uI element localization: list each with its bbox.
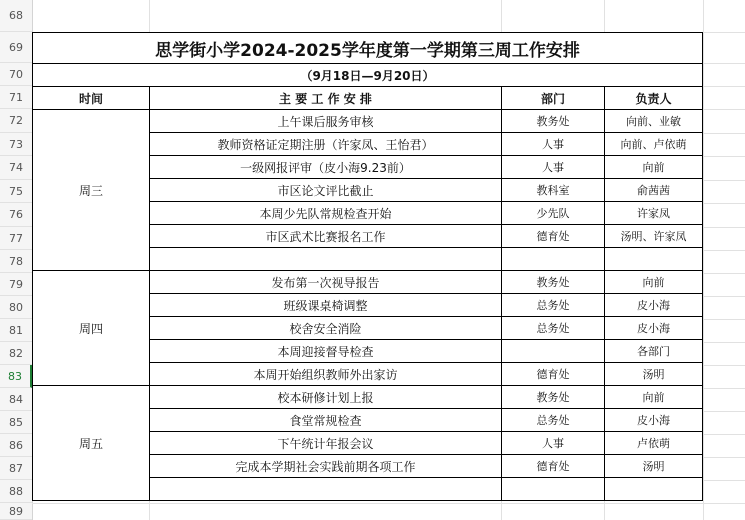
- owner-cell[interactable]: 皮小海: [605, 294, 703, 317]
- task-cell[interactable]: 本周开始组织教师外出家访: [150, 363, 502, 386]
- task-cell[interactable]: 上午课后服务审核: [150, 110, 502, 133]
- owner-cell[interactable]: 向前、卢依萌: [605, 133, 703, 156]
- owner-cell[interactable]: 皮小海: [605, 317, 703, 340]
- schedule-table: [32, 32, 703, 501]
- schedule-row: [33, 386, 703, 409]
- day-cell[interactable]: 周四: [33, 271, 150, 386]
- gridline: [32, 503, 745, 504]
- task-cell[interactable]: 教师资格证定期注册（许家凤、王怡君）: [150, 133, 502, 156]
- task-cell[interactable]: 一级网报评审（皮小海9.23前）: [150, 156, 502, 179]
- header-dept[interactable]: 部门: [502, 87, 605, 110]
- dept-cell[interactable]: 教务处: [502, 110, 605, 133]
- row-number[interactable]: 87: [0, 457, 32, 480]
- dept-cell[interactable]: 总务处: [502, 317, 605, 340]
- day-cell[interactable]: 周五: [33, 386, 150, 501]
- row-number[interactable]: 89: [0, 503, 32, 520]
- task-cell[interactable]: 班级课桌椅调整: [150, 294, 502, 317]
- row-number[interactable]: 82: [0, 342, 32, 365]
- row-number[interactable]: 84: [0, 388, 32, 411]
- row-number[interactable]: 76: [0, 203, 32, 227]
- row-number[interactable]: 70: [0, 63, 32, 86]
- task-cell[interactable]: 本周少先队常规检查开始: [150, 202, 502, 225]
- owner-cell[interactable]: 各部门: [605, 340, 703, 363]
- dept-cell[interactable]: 教务处: [502, 271, 605, 294]
- task-cell[interactable]: 食堂常规检查: [150, 409, 502, 432]
- dept-cell[interactable]: 少先队: [502, 202, 605, 225]
- task-cell[interactable]: 校本研修计划上报: [150, 386, 502, 409]
- row-number[interactable]: 86: [0, 434, 32, 457]
- row-number[interactable]: 74: [0, 156, 32, 180]
- header-time[interactable]: 时间: [33, 87, 150, 110]
- row-number[interactable]: 72: [0, 109, 32, 133]
- owner-cell[interactable]: 俞茜茜: [605, 179, 703, 202]
- row-number[interactable]: 81: [0, 319, 32, 342]
- dept-cell[interactable]: 人事: [502, 156, 605, 179]
- schedule-row: [33, 271, 703, 294]
- dept-cell[interactable]: [502, 478, 605, 501]
- row-number[interactable]: 78: [0, 250, 32, 273]
- header-owner[interactable]: 负责人: [605, 87, 703, 110]
- dept-cell[interactable]: 人事: [502, 133, 605, 156]
- row-number[interactable]: 88: [0, 480, 32, 503]
- date-range[interactable]: （9月18日—9月20日）: [33, 64, 703, 87]
- row-number[interactable]: 69: [0, 32, 32, 63]
- owner-cell[interactable]: 许家凤: [605, 202, 703, 225]
- task-cell[interactable]: 发布第一次视导报告: [150, 271, 502, 294]
- owner-cell[interactable]: 汤明: [605, 363, 703, 386]
- dept-cell[interactable]: 总务处: [502, 409, 605, 432]
- owner-cell[interactable]: 卢依萌: [605, 432, 703, 455]
- row-number[interactable]: 75: [0, 180, 32, 203]
- header-task[interactable]: 主 要 工 作 安 排: [150, 87, 502, 110]
- owner-cell[interactable]: 汤明、许家凤: [605, 225, 703, 248]
- task-cell[interactable]: 下午统计年报会议: [150, 432, 502, 455]
- owner-cell[interactable]: 向前: [605, 156, 703, 179]
- owner-cell[interactable]: [605, 248, 703, 271]
- task-cell[interactable]: [150, 248, 502, 271]
- row-number[interactable]: 68: [0, 0, 32, 32]
- owner-cell[interactable]: [605, 478, 703, 501]
- task-cell[interactable]: 市区论文评比截止: [150, 179, 502, 202]
- row-number[interactable]: 71: [0, 86, 32, 109]
- row-number[interactable]: 79: [0, 273, 32, 296]
- row-number[interactable]: 83: [0, 365, 32, 388]
- owner-cell[interactable]: 向前: [605, 271, 703, 294]
- owner-cell[interactable]: 向前: [605, 386, 703, 409]
- dept-cell[interactable]: 教科室: [502, 179, 605, 202]
- dept-cell[interactable]: 总务处: [502, 294, 605, 317]
- row-number[interactable]: 85: [0, 411, 32, 434]
- row-number[interactable]: 73: [0, 133, 32, 156]
- dept-cell[interactable]: 德育处: [502, 225, 605, 248]
- task-cell[interactable]: 校舍安全消险: [150, 317, 502, 340]
- task-cell[interactable]: [150, 478, 502, 501]
- task-cell[interactable]: 市区武术比赛报名工作: [150, 225, 502, 248]
- dept-cell[interactable]: 德育处: [502, 455, 605, 478]
- owner-cell[interactable]: 皮小海: [605, 409, 703, 432]
- schedule-title[interactable]: 思学街小学2024-2025学年度第一学期第三周工作安排: [33, 33, 703, 64]
- dept-cell[interactable]: [502, 340, 605, 363]
- dept-cell[interactable]: 德育处: [502, 363, 605, 386]
- dept-cell[interactable]: 教务处: [502, 386, 605, 409]
- schedule-row: [33, 110, 703, 133]
- row-number[interactable]: 77: [0, 227, 32, 250]
- dept-cell[interactable]: [502, 248, 605, 271]
- row-number[interactable]: 80: [0, 296, 32, 319]
- dept-cell[interactable]: 人事: [502, 432, 605, 455]
- gridline: [703, 0, 704, 520]
- day-cell[interactable]: 周三: [33, 110, 150, 271]
- owner-cell[interactable]: 汤明: [605, 455, 703, 478]
- owner-cell[interactable]: 向前、业敏: [605, 110, 703, 133]
- task-cell[interactable]: 本周迎接督导检查: [150, 340, 502, 363]
- task-cell[interactable]: 完成本学期社会实践前期各项工作: [150, 455, 502, 478]
